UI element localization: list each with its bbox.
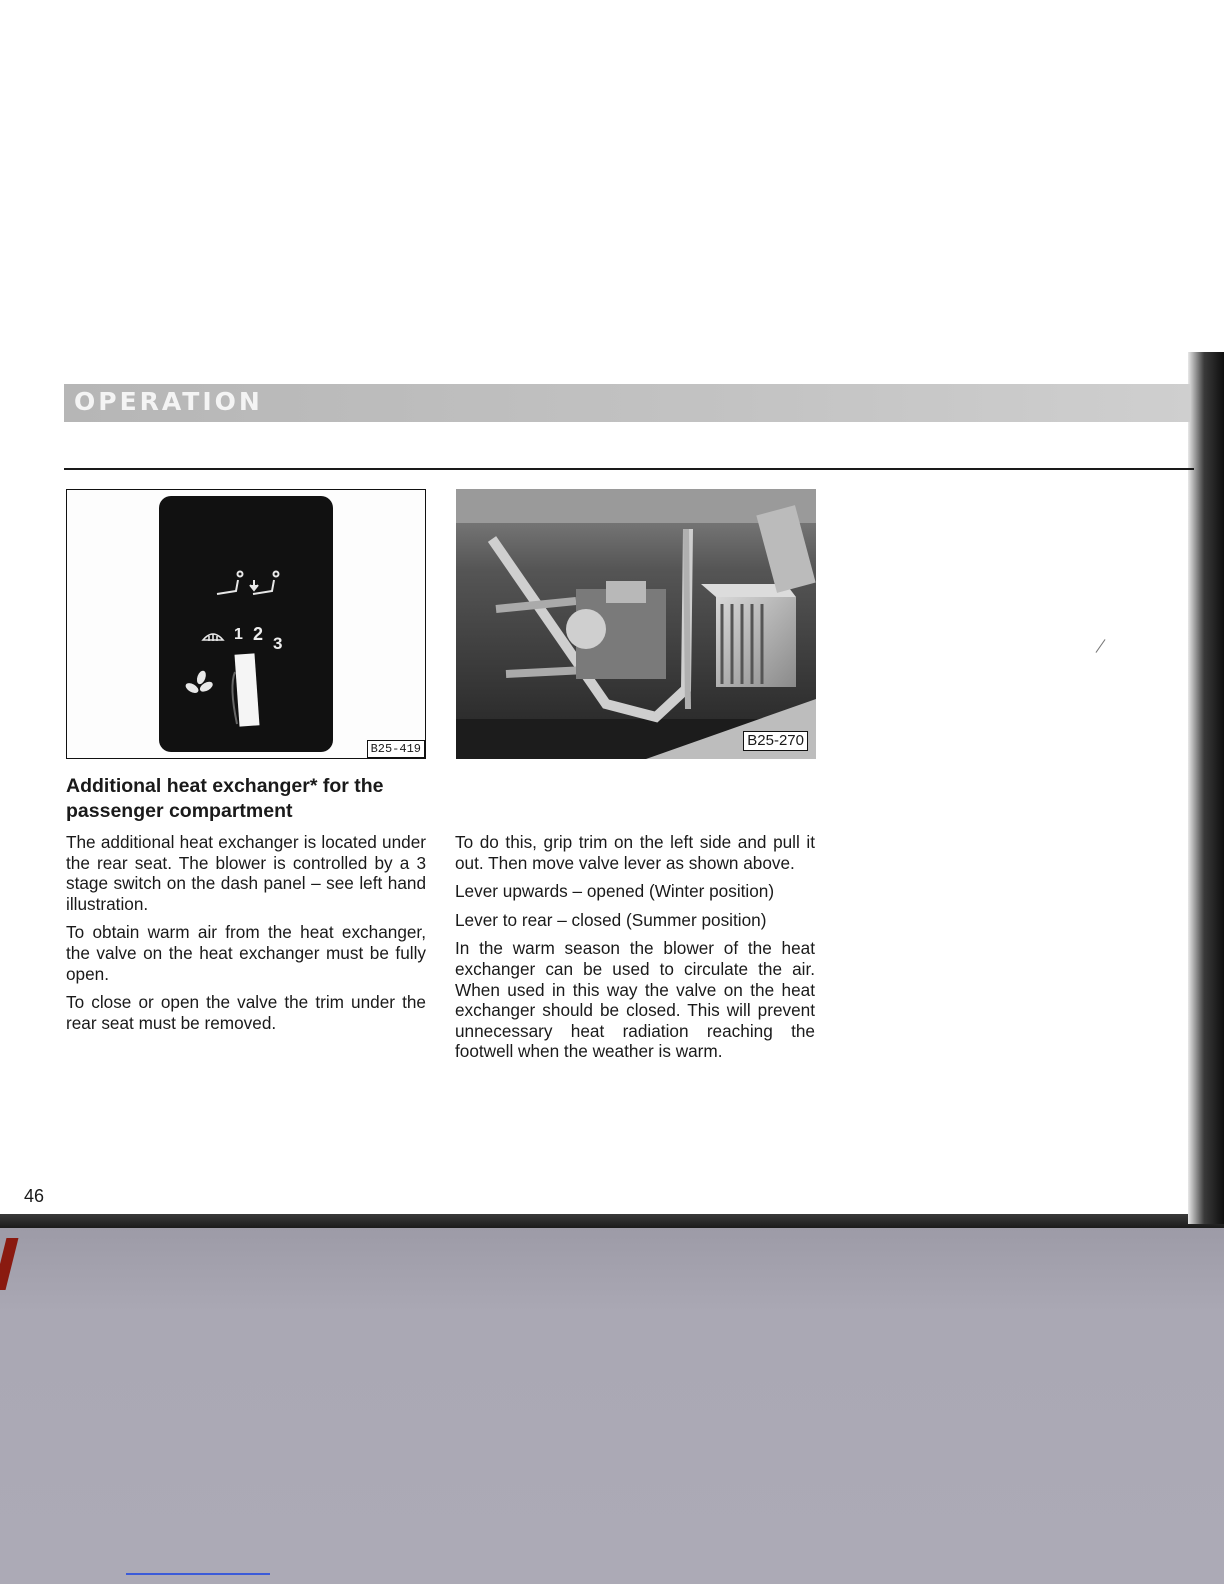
page-number: 46 [24,1186,45,1206]
blower-switch-lever [235,653,260,726]
scan-shadow-band [0,1214,1224,1228]
defrost-icon [203,634,223,641]
paragraph: To obtain warm air from the heat exchanger, the valve on the heat exchanger must be fully open. [66,922,426,984]
section-header-title: OPERATION [74,387,263,416]
paragraph: The additional heat exchanger is located under the rear seat. The blower is controlled by a 3 stage switch on the dash panel – see left hand illustration. [66,832,426,914]
dash-switch-panel [159,496,333,752]
heading-text-part1: Additional heat exchanger [66,775,310,797]
section-header-bar [64,384,1190,422]
figure-blower-switch [66,489,426,759]
paragraph: Lever upwards – opened (Winter position) [455,881,775,902]
right-text-column [455,832,815,1070]
left-text-column [66,832,426,1041]
paragraph: Lever to rear – closed (Summer position) [455,909,767,930]
optional-equipment-asterisk: * [309,775,318,797]
scan-background [0,1222,1224,1584]
switch-number-3: 3 [273,634,283,653]
scan-pencil-mark [1096,639,1106,653]
figure-heat-exchanger-photo [456,489,816,759]
switch-number-2: 2 [253,624,264,644]
section-heading [66,774,436,824]
paragraph: To close or open the valve the trim under the rear seat must be removed. [66,992,426,1033]
book-spine-edge [1188,352,1224,1224]
scan-blue-line [126,1573,270,1575]
figure-label-right: B25-270 [743,731,808,751]
switch-number-1: 1 [234,626,243,643]
paragraph: In the warm season the blower of the heat exchanger can be used to circulate the air. When used in this way the valve on the heat exchanger should be closed. This will prevent unnecessary heat radiation reaching the footwell when the weather is warm. [455,938,815,1062]
figure-label-left: B25-419 [367,740,425,758]
header-rule [64,468,1194,470]
paragraph: To do this, grip trim on the left side and pull it out. Then move valve lever as shown above. [455,832,815,873]
heading-text-part2: for the passenger compartment [66,775,384,822]
air-distribution-icon [217,572,279,595]
fan-icon [184,669,214,695]
